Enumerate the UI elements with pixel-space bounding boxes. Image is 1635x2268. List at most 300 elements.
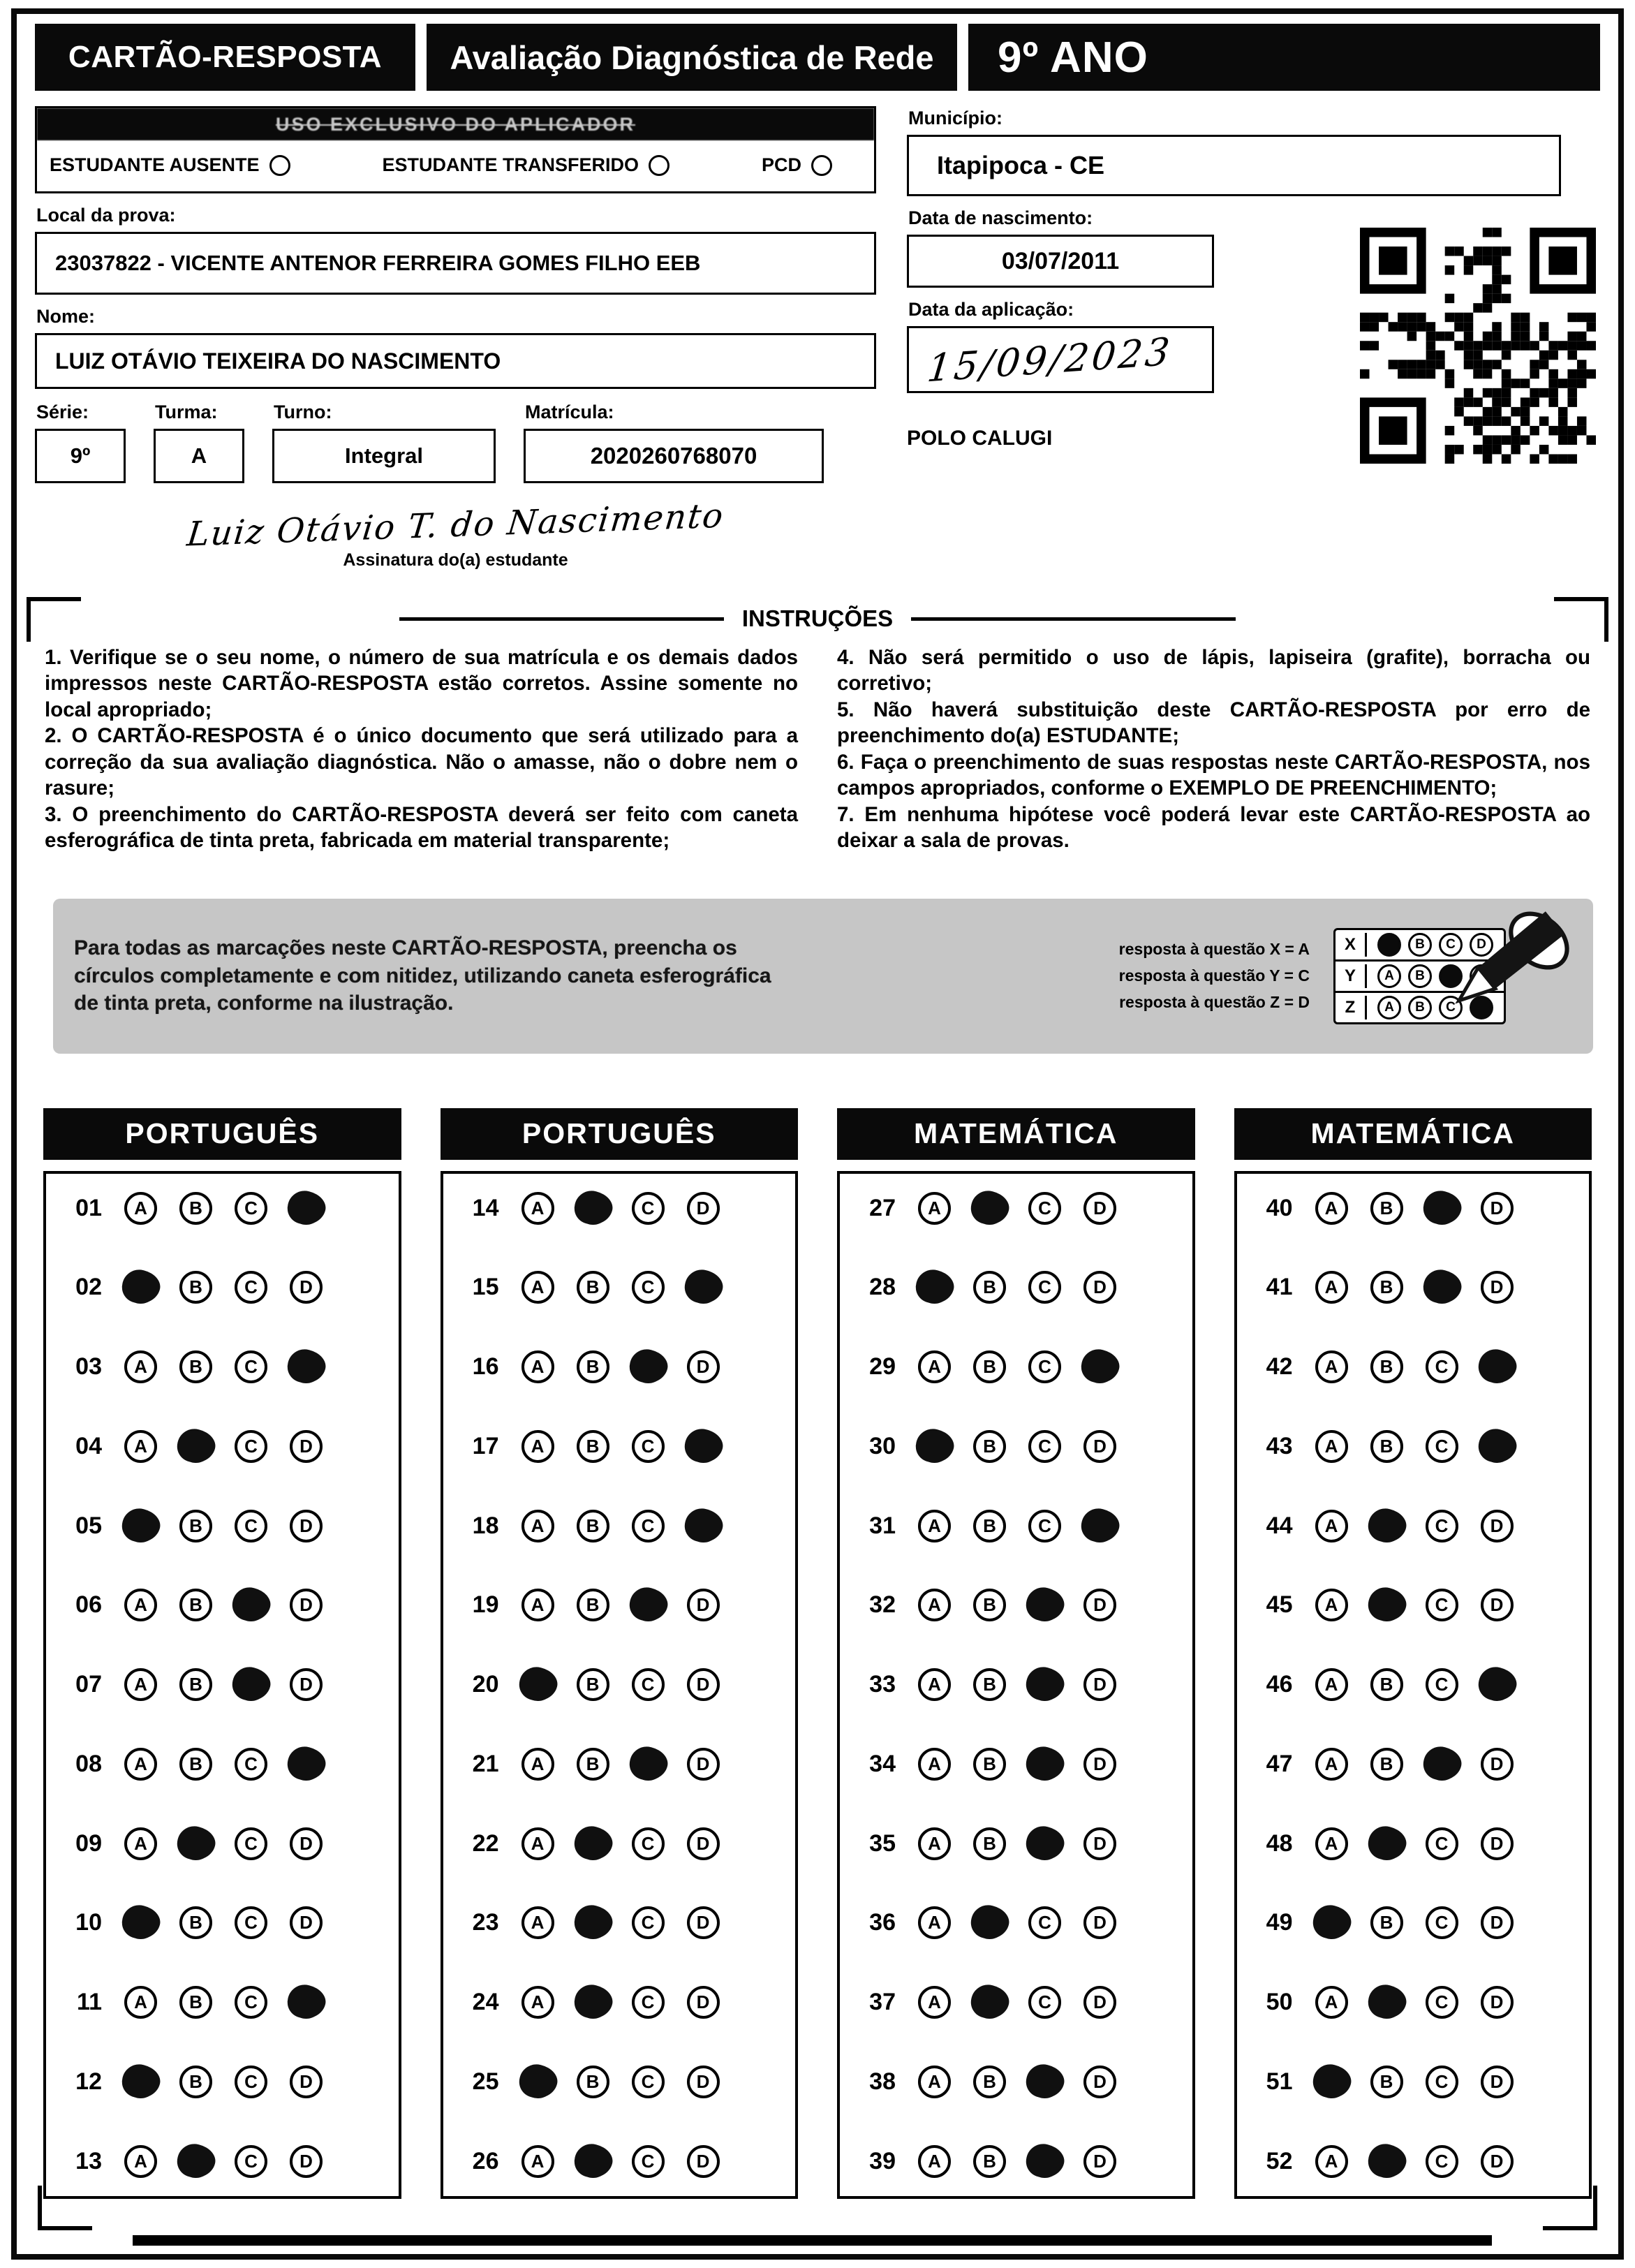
aplicacao-field[interactable] xyxy=(907,326,1214,393)
question-row-06 xyxy=(61,1589,393,1621)
bubble-30-d[interactable]: D xyxy=(1083,1430,1116,1463)
question-row-15 xyxy=(459,1271,790,1304)
question-row-19 xyxy=(459,1589,790,1621)
instructions-right xyxy=(837,645,1590,854)
question-row-21 xyxy=(459,1748,790,1781)
bubble-18-d-filled[interactable] xyxy=(687,1510,720,1542)
question-number: 02 xyxy=(75,1274,102,1301)
bubble-04-c[interactable]: C xyxy=(235,1430,267,1463)
bubble-49-d[interactable]: D xyxy=(1481,1906,1514,1939)
example-answer-label: resposta à questão Y = C xyxy=(1118,966,1310,985)
bubble-16-d[interactable]: D xyxy=(687,1350,720,1383)
bubble-45-a[interactable]: A xyxy=(1315,1589,1348,1621)
bubble-28-b[interactable]: B xyxy=(973,1271,1006,1304)
question-row-10 xyxy=(61,1906,393,1939)
question-row-52 xyxy=(1252,2145,1584,2178)
bubble-50-a[interactable]: A xyxy=(1315,1986,1348,2019)
bubble-19-c-filled[interactable] xyxy=(632,1589,665,1621)
bubble-42-c[interactable]: C xyxy=(1426,1350,1458,1383)
bottom-scan-bar xyxy=(133,2235,1492,2246)
bubble-38-d[interactable]: D xyxy=(1083,2066,1116,2098)
bubble-28-d[interactable]: D xyxy=(1083,1271,1116,1304)
bubble-17-d-filled[interactable] xyxy=(687,1430,720,1463)
instruction-item: 5. Não haverá substituição deste CARTÃO-RESPOSTA por erro de preenchimento do(a) ESTUDANTE; xyxy=(837,698,1590,748)
bubble-41-b[interactable]: B xyxy=(1370,1271,1403,1304)
aplicacao-value: 15/09/2023 xyxy=(925,328,1175,391)
bubble-52-d[interactable]: D xyxy=(1481,2145,1514,2178)
bubble-47-b[interactable]: B xyxy=(1370,1748,1403,1781)
instruction-item: 7. Em nenhuma hipótese você poderá levar este CARTÃO-RESPOSTA ao deixar a sala de provas. xyxy=(837,802,1590,853)
question-row-51 xyxy=(1252,2066,1584,2098)
bubble-11-a[interactable]: A xyxy=(124,1986,157,2019)
bubble-43-b[interactable]: B xyxy=(1370,1430,1403,1463)
bubble-51-a-filled[interactable] xyxy=(1315,2066,1348,2098)
bubble-01-d-filled[interactable] xyxy=(290,1192,323,1225)
bubble-32-a[interactable]: A xyxy=(918,1589,951,1621)
question-number: 24 xyxy=(472,1989,499,2016)
bubble-17-b[interactable]: B xyxy=(577,1430,609,1463)
bubble-41-c-filled[interactable] xyxy=(1426,1271,1458,1304)
bubble-35-b[interactable]: B xyxy=(973,1827,1006,1860)
applicator-option-bubble[interactable] xyxy=(811,155,832,176)
bubble-13-d[interactable]: D xyxy=(290,2145,323,2178)
bubble-31-b[interactable]: B xyxy=(973,1510,1006,1542)
signature-label: Assinatura do(a) estudante xyxy=(343,550,568,570)
bubble-32-d[interactable]: D xyxy=(1083,1589,1116,1621)
bubble-07-c-filled[interactable] xyxy=(235,1668,267,1701)
bubble-46-d-filled[interactable] xyxy=(1481,1668,1514,1701)
bubble-37-a[interactable]: A xyxy=(918,1986,951,2019)
bubble-25-d[interactable]: D xyxy=(687,2066,720,2098)
aplicacao-label: Data da aplicação: xyxy=(908,299,1074,320)
serie-label: Série: xyxy=(36,402,89,422)
bubble-37-d[interactable]: D xyxy=(1083,1986,1116,2019)
bubble-08-b[interactable]: B xyxy=(179,1748,212,1781)
bubble-33-a[interactable]: A xyxy=(918,1668,951,1701)
bubble-39-a[interactable]: A xyxy=(918,2145,951,2178)
bubble-16-b[interactable]: B xyxy=(577,1350,609,1383)
bubble-36-b-filled[interactable] xyxy=(973,1906,1006,1939)
bubble-36-a[interactable]: A xyxy=(918,1906,951,1939)
question-row-50 xyxy=(1252,1986,1584,2019)
bubble-49-a-filled[interactable] xyxy=(1315,1906,1348,1939)
bubble-39-d[interactable]: D xyxy=(1083,2145,1116,2178)
bubble-36-c[interactable]: C xyxy=(1028,1906,1061,1939)
question-number: 37 xyxy=(869,1989,896,2016)
bubble-29-d-filled[interactable] xyxy=(1083,1350,1116,1383)
question-row-38 xyxy=(855,2066,1187,2098)
bubble-22-b-filled[interactable] xyxy=(577,1827,609,1860)
bubble-30-c[interactable]: C xyxy=(1028,1430,1061,1463)
question-number: 25 xyxy=(472,2068,499,2095)
question-row-17 xyxy=(459,1430,790,1463)
bubble-19-a[interactable]: A xyxy=(521,1589,554,1621)
bubble-12-c[interactable]: C xyxy=(235,2066,267,2098)
applicator-option xyxy=(383,154,670,176)
bubble-02-d[interactable]: D xyxy=(290,1271,323,1304)
bubble-44-a[interactable]: A xyxy=(1315,1510,1348,1542)
question-number: 42 xyxy=(1266,1353,1293,1380)
bubble-39-b[interactable]: B xyxy=(973,2145,1006,2178)
bubble-51-b[interactable]: B xyxy=(1370,2066,1403,2098)
bubble-05-a-filled[interactable] xyxy=(124,1510,157,1542)
matricula-field xyxy=(524,390,824,483)
bubble-18-c[interactable]: C xyxy=(632,1510,665,1542)
bubble-16-c-filled[interactable] xyxy=(632,1350,665,1383)
bubble-29-a[interactable]: A xyxy=(918,1350,951,1383)
bubble-31-d-filled[interactable] xyxy=(1083,1510,1116,1542)
bubble-30-b[interactable]: B xyxy=(973,1430,1006,1463)
bubble-11-c[interactable]: C xyxy=(235,1986,267,2019)
bubble-13-a[interactable]: A xyxy=(124,2145,157,2178)
bubble-40-c-filled[interactable] xyxy=(1426,1192,1458,1225)
bubble-11-b[interactable]: B xyxy=(179,1986,212,2019)
bubble-15-b[interactable]: B xyxy=(577,1271,609,1304)
bubble-38-a[interactable]: A xyxy=(918,2066,951,2098)
bubble-01-a[interactable]: A xyxy=(124,1192,157,1225)
bubble-41-a[interactable]: A xyxy=(1315,1271,1348,1304)
bubble-26-c[interactable]: C xyxy=(632,2145,665,2178)
question-row-01 xyxy=(61,1192,393,1225)
bubble-04-d[interactable]: D xyxy=(290,1430,323,1463)
instruction-item: 3. O preenchimento do CARTÃO-RESPOSTA deverá ser feito com caneta esferográfica de tinta preta, fabricada em material transparente; xyxy=(45,802,798,853)
bubble-03-a[interactable]: A xyxy=(124,1350,157,1383)
bubble-35-d[interactable]: D xyxy=(1083,1827,1116,1860)
bubble-43-c[interactable]: C xyxy=(1426,1430,1458,1463)
bubble-09-c[interactable]: C xyxy=(235,1827,267,1860)
bubble-37-c[interactable]: C xyxy=(1028,1986,1061,2019)
answer-section-4 xyxy=(1234,1108,1592,2199)
turma-value: A xyxy=(154,429,244,483)
bubble-07-b[interactable]: B xyxy=(179,1668,212,1701)
student-signature[interactable]: Luiz Otávio T. do Nascimento xyxy=(185,496,726,554)
bubble-34-c-filled[interactable] xyxy=(1028,1748,1061,1781)
bubble-27-c[interactable]: C xyxy=(1028,1192,1061,1225)
identification-right xyxy=(907,106,1600,570)
bubble-22-d[interactable]: D xyxy=(687,1827,720,1860)
bubble-24-d[interactable]: D xyxy=(687,1986,720,2019)
bubble-29-c[interactable]: C xyxy=(1028,1350,1061,1383)
bubble-23-b-filled[interactable] xyxy=(577,1906,609,1939)
question-number: 17 xyxy=(472,1432,499,1459)
exam-title: Avaliação Diagnóstica de Rede xyxy=(427,24,957,91)
bubble-01-c[interactable]: C xyxy=(235,1192,267,1225)
bubble-05-c[interactable]: C xyxy=(235,1510,267,1542)
bubble-46-a[interactable]: A xyxy=(1315,1668,1348,1701)
bubble-35-a[interactable]: A xyxy=(918,1827,951,1860)
bubble-08-d-filled[interactable] xyxy=(290,1748,323,1781)
bubble-44-d[interactable]: D xyxy=(1481,1510,1514,1542)
example-bubble-b: B xyxy=(1408,964,1432,988)
bubble-34-d[interactable]: D xyxy=(1083,1748,1116,1781)
bubble-12-a-filled[interactable] xyxy=(124,2066,157,2098)
bubble-43-a[interactable]: A xyxy=(1315,1430,1348,1463)
bubble-06-d[interactable]: D xyxy=(290,1589,323,1621)
bubble-22-a[interactable]: A xyxy=(521,1827,554,1860)
question-number: 44 xyxy=(1266,1512,1293,1539)
bubble-15-c[interactable]: C xyxy=(632,1271,665,1304)
bubble-42-d-filled[interactable] xyxy=(1481,1350,1514,1383)
question-number: 14 xyxy=(472,1194,499,1221)
question-number: 30 xyxy=(869,1432,896,1459)
bubble-14-c[interactable]: C xyxy=(632,1192,665,1225)
marking-instructions-box xyxy=(53,899,1593,1054)
bubble-10-c[interactable]: C xyxy=(235,1906,267,1939)
bubble-21-a[interactable]: A xyxy=(521,1748,554,1781)
bubble-09-d[interactable]: D xyxy=(290,1827,323,1860)
bubble-02-c[interactable]: C xyxy=(235,1271,267,1304)
bubble-47-a[interactable]: A xyxy=(1315,1748,1348,1781)
question-row-04 xyxy=(61,1430,393,1463)
bubble-14-b-filled[interactable] xyxy=(577,1192,609,1225)
bubble-47-c-filled[interactable] xyxy=(1426,1748,1458,1781)
question-number: 06 xyxy=(75,1591,102,1619)
applicator-option xyxy=(762,154,832,176)
applicator-option-bubble[interactable] xyxy=(269,155,290,176)
question-number: 07 xyxy=(75,1671,102,1698)
bubble-25-b[interactable]: B xyxy=(577,2066,609,2098)
bubble-33-c-filled[interactable] xyxy=(1028,1668,1061,1701)
bubble-27-a[interactable]: A xyxy=(918,1192,951,1225)
bubble-06-b[interactable]: B xyxy=(179,1589,212,1621)
bubble-34-b[interactable]: B xyxy=(973,1748,1006,1781)
bubble-24-b-filled[interactable] xyxy=(577,1986,609,2019)
bubble-31-c[interactable]: C xyxy=(1028,1510,1061,1542)
bubble-14-d[interactable]: D xyxy=(687,1192,720,1225)
bubble-24-c[interactable]: C xyxy=(632,1986,665,2019)
example-bubble-a-filled xyxy=(1377,933,1401,957)
bubble-24-a[interactable]: A xyxy=(521,1986,554,2019)
bubble-03-b[interactable]: B xyxy=(179,1350,212,1383)
bubble-29-b[interactable]: B xyxy=(973,1350,1006,1383)
question-row-36 xyxy=(855,1906,1187,1939)
applicator-option-label: ESTUDANTE AUSENTE xyxy=(50,154,260,175)
question-row-42 xyxy=(1252,1350,1584,1383)
question-number: 18 xyxy=(472,1512,499,1539)
local-value: 23037822 - VICENTE ANTENOR FERREIRA GOMES FILHO EEB xyxy=(35,232,876,295)
bubble-10-b[interactable]: B xyxy=(179,1906,212,1939)
answer-section-title: PORTUGUÊS xyxy=(441,1108,799,1160)
question-row-31 xyxy=(855,1510,1187,1542)
answer-section-body xyxy=(837,1171,1195,2199)
question-row-23 xyxy=(459,1906,790,1939)
bubble-22-c[interactable]: C xyxy=(632,1827,665,1860)
nascimento-value: 03/07/2011 xyxy=(907,235,1214,288)
bubble-23-d[interactable]: D xyxy=(687,1906,720,1939)
bubble-26-b-filled[interactable] xyxy=(577,2145,609,2178)
bubble-21-c-filled[interactable] xyxy=(632,1748,665,1781)
bubble-48-c[interactable]: C xyxy=(1426,1827,1458,1860)
bubble-18-a[interactable]: A xyxy=(521,1510,554,1542)
bubble-48-d[interactable]: D xyxy=(1481,1827,1514,1860)
question-number: 50 xyxy=(1266,1989,1293,2016)
bubble-20-a-filled[interactable] xyxy=(521,1668,554,1701)
bubble-12-d[interactable]: D xyxy=(290,2066,323,2098)
bubble-36-d[interactable]: D xyxy=(1083,1906,1116,1939)
instructions-section xyxy=(35,601,1600,854)
bubble-03-c[interactable]: C xyxy=(235,1350,267,1383)
bubble-04-b-filled[interactable] xyxy=(179,1430,212,1463)
bubble-31-a[interactable]: A xyxy=(918,1510,951,1542)
bubble-46-b[interactable]: B xyxy=(1370,1668,1403,1701)
bubble-05-b[interactable]: B xyxy=(179,1510,212,1542)
bubble-12-b[interactable]: B xyxy=(179,2066,212,2098)
bubble-48-a[interactable]: A xyxy=(1315,1827,1348,1860)
bubble-08-a[interactable]: A xyxy=(124,1748,157,1781)
bubble-41-d[interactable]: D xyxy=(1481,1271,1514,1304)
bubble-34-a[interactable]: A xyxy=(918,1748,951,1781)
bubble-20-c[interactable]: C xyxy=(632,1668,665,1701)
applicator-option-label: PCD xyxy=(761,154,801,175)
bubble-44-b-filled[interactable] xyxy=(1370,1510,1403,1542)
bubble-40-d[interactable]: D xyxy=(1481,1192,1514,1225)
bubble-39-c-filled[interactable] xyxy=(1028,2145,1061,2178)
bubble-52-a[interactable]: A xyxy=(1315,2145,1348,2178)
bubble-21-b[interactable]: B xyxy=(577,1748,609,1781)
bubble-10-a-filled[interactable] xyxy=(124,1906,157,1939)
bubble-32-c-filled[interactable] xyxy=(1028,1589,1061,1621)
bubble-20-d[interactable]: D xyxy=(687,1668,720,1701)
bubble-23-c[interactable]: C xyxy=(632,1906,665,1939)
header xyxy=(35,24,1600,91)
bubble-28-a-filled[interactable] xyxy=(918,1271,951,1304)
bubble-23-a[interactable]: A xyxy=(521,1906,554,1939)
bubble-04-a[interactable]: A xyxy=(124,1430,157,1463)
bubble-05-d[interactable]: D xyxy=(290,1510,323,1542)
question-row-32 xyxy=(855,1589,1187,1621)
bubble-02-b[interactable]: B xyxy=(179,1271,212,1304)
example-row-label: Y xyxy=(1336,964,1367,988)
example-bubble-a: A xyxy=(1377,964,1401,988)
question-row-33 xyxy=(855,1668,1187,1701)
bubble-49-b[interactable]: B xyxy=(1370,1906,1403,1939)
bubble-52-b-filled[interactable] xyxy=(1370,2145,1403,2178)
bubble-33-d[interactable]: D xyxy=(1083,1668,1116,1701)
corner-bracket-bottom-left xyxy=(38,2186,92,2230)
answer-section-1 xyxy=(43,1108,401,2199)
bubble-45-c[interactable]: C xyxy=(1426,1589,1458,1621)
question-row-16 xyxy=(459,1350,790,1383)
question-row-18 xyxy=(459,1510,790,1542)
identification-left xyxy=(35,106,876,570)
bubble-50-c[interactable]: C xyxy=(1426,1986,1458,2019)
bubble-43-d-filled[interactable] xyxy=(1481,1430,1514,1463)
bubble-03-d-filled[interactable] xyxy=(290,1350,323,1383)
question-number: 36 xyxy=(869,1909,896,1936)
example-bubble-b: B xyxy=(1408,933,1432,957)
bubble-38-c-filled[interactable] xyxy=(1028,2066,1061,2098)
bubble-46-c[interactable]: C xyxy=(1426,1668,1458,1701)
bubble-51-c[interactable]: C xyxy=(1426,2066,1458,2098)
bubble-06-c-filled[interactable] xyxy=(235,1589,267,1621)
bubble-18-b[interactable]: B xyxy=(577,1510,609,1542)
applicator-box xyxy=(35,106,876,193)
signature-area xyxy=(35,496,876,570)
small-fields-row xyxy=(35,390,876,483)
bubble-09-b-filled[interactable] xyxy=(179,1827,212,1860)
bubble-32-b[interactable]: B xyxy=(973,1589,1006,1621)
bubble-09-a[interactable]: A xyxy=(124,1827,157,1860)
bubble-49-c[interactable]: C xyxy=(1426,1906,1458,1939)
example-row-label: X xyxy=(1336,933,1367,957)
turno-label: Turno: xyxy=(274,402,332,422)
answer-section-title: PORTUGUÊS xyxy=(43,1108,401,1160)
question-row-25 xyxy=(459,2066,790,2098)
bubble-28-c[interactable]: C xyxy=(1028,1271,1061,1304)
bubble-42-b[interactable]: B xyxy=(1370,1350,1403,1383)
bubble-17-c[interactable]: C xyxy=(632,1430,665,1463)
bubble-02-a-filled[interactable] xyxy=(124,1271,157,1304)
bubble-47-d[interactable]: D xyxy=(1481,1748,1514,1781)
bubble-06-a[interactable]: A xyxy=(124,1589,157,1621)
bubble-19-b[interactable]: B xyxy=(577,1589,609,1621)
bubble-11-d-filled[interactable] xyxy=(290,1986,323,2019)
bubble-08-c[interactable]: C xyxy=(235,1748,267,1781)
bubble-19-d[interactable]: D xyxy=(687,1589,720,1621)
question-number: 35 xyxy=(869,1829,896,1857)
bubble-01-b[interactable]: B xyxy=(179,1192,212,1225)
bubble-15-d-filled[interactable] xyxy=(687,1271,720,1304)
bubble-50-b-filled[interactable] xyxy=(1370,1986,1403,2019)
bubble-42-a[interactable]: A xyxy=(1315,1350,1348,1383)
question-row-43 xyxy=(1252,1430,1584,1463)
bubble-17-a[interactable]: A xyxy=(521,1430,554,1463)
bubble-13-b-filled[interactable] xyxy=(179,2145,212,2178)
question-number: 15 xyxy=(472,1274,499,1301)
bubble-30-a-filled[interactable] xyxy=(918,1430,951,1463)
bubble-20-b[interactable]: B xyxy=(577,1668,609,1701)
example-bubble-a: A xyxy=(1377,996,1401,1019)
bubble-16-a[interactable]: A xyxy=(521,1350,554,1383)
serie-field xyxy=(35,390,126,483)
bubble-48-b-filled[interactable] xyxy=(1370,1827,1403,1860)
bubble-26-d[interactable]: D xyxy=(687,2145,720,2178)
bubble-44-c[interactable]: C xyxy=(1426,1510,1458,1542)
bubble-40-a[interactable]: A xyxy=(1315,1192,1348,1225)
bubble-35-c-filled[interactable] xyxy=(1028,1827,1061,1860)
municipio-label: Município: xyxy=(908,108,1003,128)
bubble-27-d[interactable]: D xyxy=(1083,1192,1116,1225)
bubble-26-a[interactable]: A xyxy=(521,2145,554,2178)
question-row-07 xyxy=(61,1668,393,1701)
bubble-38-b[interactable]: B xyxy=(973,2066,1006,2098)
bubble-07-d[interactable]: D xyxy=(290,1668,323,1701)
bubble-45-b-filled[interactable] xyxy=(1370,1589,1403,1621)
bubble-14-a[interactable]: A xyxy=(521,1192,554,1225)
bubble-52-c[interactable]: C xyxy=(1426,2145,1458,2178)
question-number: 52 xyxy=(1266,2147,1293,2174)
bubble-37-b-filled[interactable] xyxy=(973,1986,1006,2019)
bubble-10-d[interactable]: D xyxy=(290,1906,323,1939)
question-row-28 xyxy=(855,1271,1187,1304)
bubble-21-d[interactable]: D xyxy=(687,1748,720,1781)
applicator-option-bubble[interactable] xyxy=(649,155,669,176)
bubble-27-b-filled[interactable] xyxy=(973,1192,1006,1225)
bubble-51-d[interactable]: D xyxy=(1481,2066,1514,2098)
question-row-08 xyxy=(61,1748,393,1781)
bubble-45-d[interactable]: D xyxy=(1481,1589,1514,1621)
bubble-33-b[interactable]: B xyxy=(973,1668,1006,1701)
bubble-25-c[interactable]: C xyxy=(632,2066,665,2098)
bubble-15-a[interactable]: A xyxy=(521,1271,554,1304)
matricula-value: 2020260768070 xyxy=(524,429,824,483)
bubble-13-c[interactable]: C xyxy=(235,2145,267,2178)
question-number: 43 xyxy=(1266,1432,1293,1459)
bubble-40-b[interactable]: B xyxy=(1370,1192,1403,1225)
bubble-50-d[interactable]: D xyxy=(1481,1986,1514,2019)
bubble-07-a[interactable]: A xyxy=(124,1668,157,1701)
bubble-25-a-filled[interactable] xyxy=(521,2066,554,2098)
